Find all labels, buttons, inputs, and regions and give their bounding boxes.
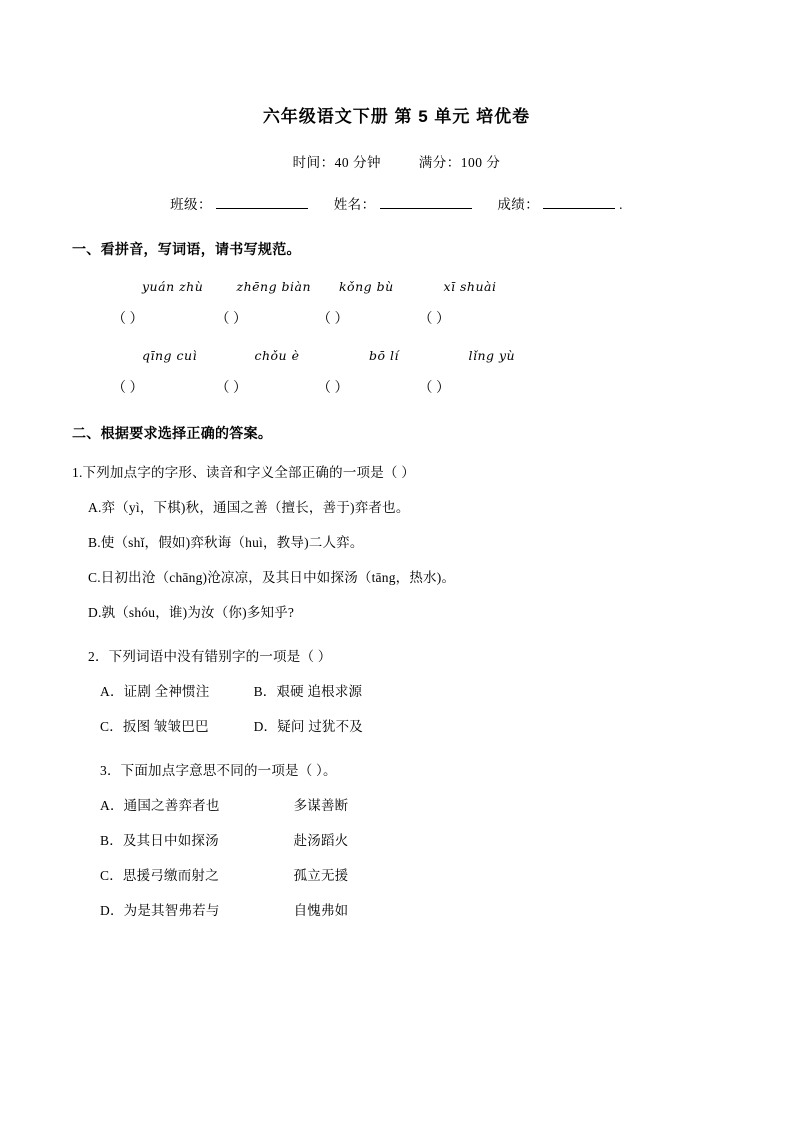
pinyin-word: yuán zhù [142, 279, 204, 294]
pinyin-row-1 [72, 279, 721, 294]
answer-bracket[interactable]: （ ） [418, 312, 450, 327]
name-label: 姓名： [333, 197, 376, 212]
question-2-stem: 2．下列词语中没有错别字的一项是（ ） [88, 649, 332, 664]
answer-row-1 [72, 308, 721, 328]
question-3-stem: 3．下面加点字意思不同的一项是（ ）。 [100, 763, 337, 778]
question-3-options-row-1 [72, 794, 721, 814]
answer-bracket[interactable]: （ ） [215, 312, 247, 327]
pinyin-word: kǒng bù [338, 279, 394, 294]
page-title: 六年级语文下册 第 5 单元 培优卷 [262, 107, 531, 126]
question-3-option-c[interactable]: C．思援弓缴而射之 [100, 868, 219, 883]
pinyin-word: qīng cuì [142, 348, 198, 363]
question-1-option-d[interactable]: D.孰（shóu，谁)为汝（你)多知乎? [88, 605, 295, 620]
class-label: 班级： [170, 197, 213, 212]
question-3-option-b-pair[interactable]: 赴汤蹈火 [293, 833, 349, 848]
question-2-option-c[interactable]: C．扳图 皱皱巴巴 [100, 719, 209, 734]
question-2-option-a[interactable]: A．证剧 全神惯注 [100, 684, 210, 699]
answer-bracket[interactable]: （ ） [317, 312, 349, 327]
answer-row-2 [72, 377, 721, 397]
section-heading-2: 二、根据要求选择正确的答案。 [72, 425, 273, 441]
answer-bracket[interactable]: （ ） [418, 381, 450, 396]
question-3-option-b[interactable]: B．及其日中如探汤 [100, 833, 219, 848]
score-label: 成绩： [497, 197, 540, 212]
pinyin-word: lǐng yù [468, 348, 516, 363]
answer-bracket[interactable]: （ ） [215, 381, 247, 396]
question-3-options-row-4 [72, 899, 721, 919]
question-3-option-c-pair[interactable]: 孤立无援 [293, 868, 349, 883]
pinyin-word: chǒu è [254, 348, 300, 363]
answer-bracket[interactable]: （ ） [317, 381, 349, 396]
time-limit: 时间：40 分钟 [292, 155, 381, 170]
section-heading-1: 一、看拼音，写词语，请书写规范。 [72, 241, 301, 257]
question-3-option-a[interactable]: A．通国之善弈者也 [100, 798, 220, 813]
pinyin-word: zhēng biàn [236, 279, 312, 294]
total-score: 满分：100 分 [418, 155, 501, 170]
question-2-options-row-1 [72, 680, 721, 700]
question-1-option-b[interactable]: B.使（shǐ，假如)弈秋诲（huì，教导)二人弈。 [88, 535, 364, 550]
question-3-option-a-pair[interactable]: 多谋善断 [293, 798, 349, 813]
pinyin-word: xī shuài [443, 279, 497, 294]
trailing-period: . [619, 197, 623, 212]
answer-bracket[interactable]: （ ） [112, 312, 144, 327]
question-2-option-d[interactable]: D．疑问 过犹不及 [253, 719, 364, 734]
exam-meta [72, 151, 721, 171]
pinyin-row-2 [72, 348, 721, 363]
question-3-option-d-pair[interactable]: 自愧弗如 [293, 903, 349, 918]
answer-bracket[interactable]: （ ） [112, 381, 144, 396]
question-1-option-a[interactable]: A.弈（yì，下棋)秋，通国之善（擅长，善于)弈者也。 [88, 500, 410, 515]
question-3-option-d[interactable]: D．为是其智弗若与 [100, 903, 220, 918]
name-blank[interactable] [380, 195, 472, 209]
score-blank[interactable] [543, 195, 615, 209]
student-info-fields [72, 193, 721, 213]
question-1-stem: 1.下列加点字的字形、读音和字义全部正确的一项是（ ） [72, 465, 415, 480]
question-1-option-c[interactable]: C.日初出沧（chāng)沧凉凉，及其日中如探汤（tāng，热水)。 [88, 570, 456, 585]
question-2-option-b[interactable]: B．艰硬 追根求源 [253, 684, 363, 699]
question-3-options-row-3 [72, 864, 721, 884]
question-3-options-row-2 [72, 829, 721, 849]
question-2-options-row-2 [72, 715, 721, 735]
pinyin-word: bō lí [368, 348, 399, 363]
class-blank[interactable] [216, 195, 308, 209]
